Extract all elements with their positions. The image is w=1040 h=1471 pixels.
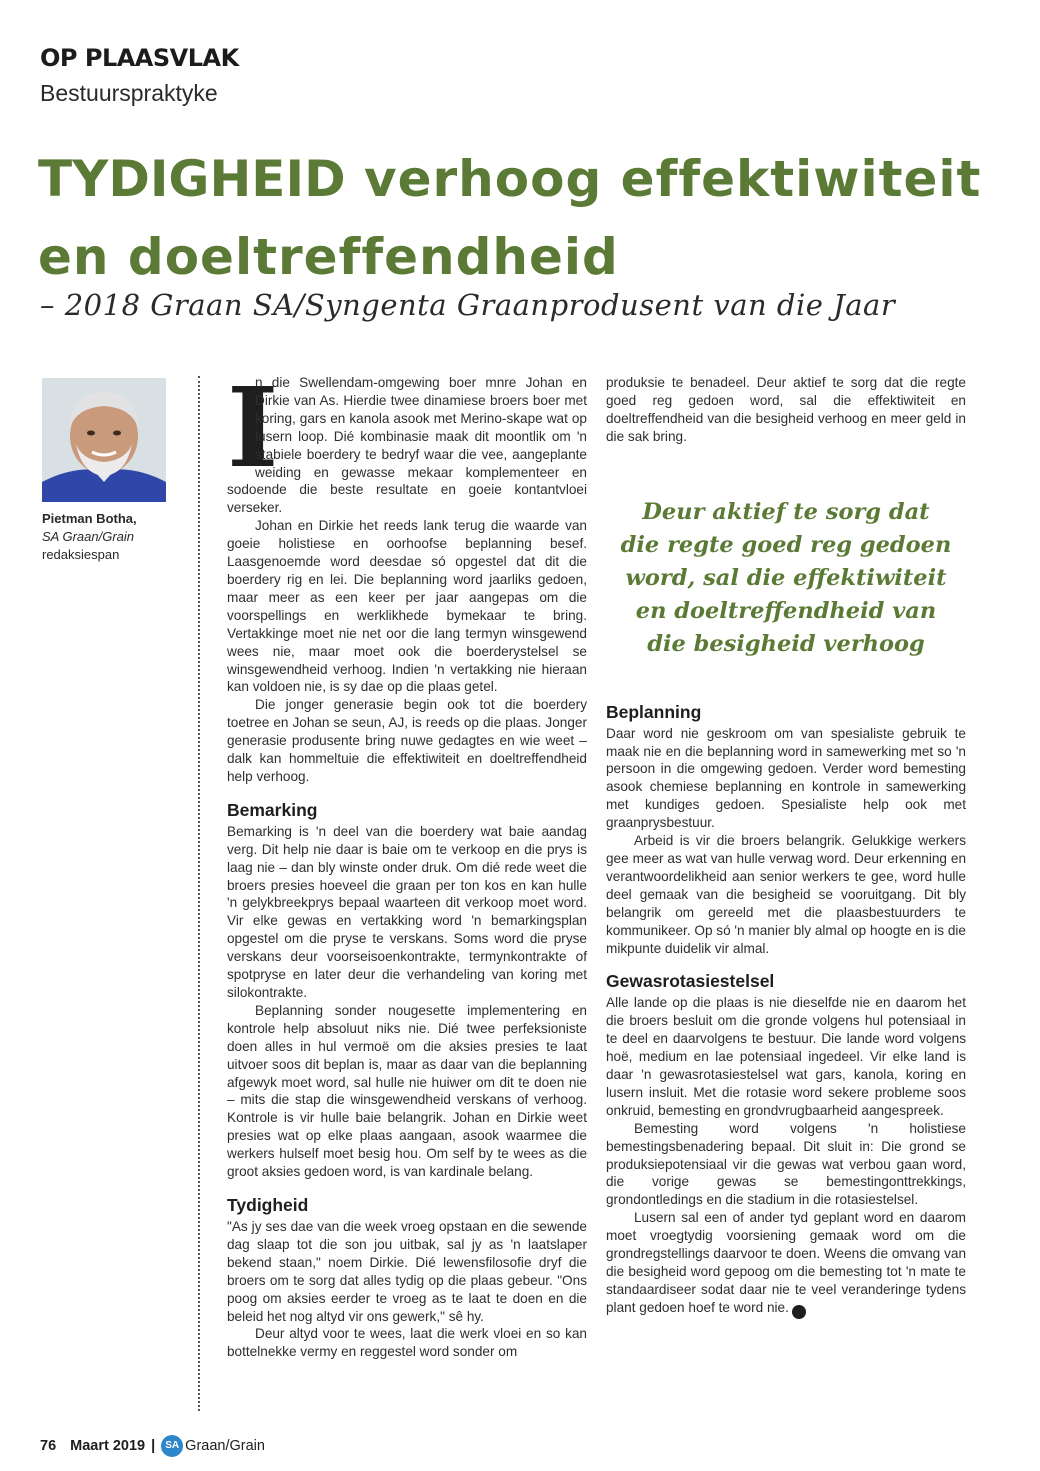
paragraph: Die jonger generasie begin ook tot die boerdery toetree en Johan se seun, AJ, is reeds op die plaas. Jonger generasie produsente bring nuwe gedagtes en wie weet – dalk kan hommeltuie die effektiwiteit en doeltreffendheid help verhoog. xyxy=(227,697,587,784)
article-column-2 xyxy=(606,374,966,1319)
heading-gewasrotasiestelsel: Gewasrotasiestelsel xyxy=(606,971,775,992)
subsection-label: Bestuurspraktyke xyxy=(40,80,218,106)
section-label: OP PLAASVLAK xyxy=(40,44,239,72)
paragraph: produksie te benadeel. Deur aktief te sorg dat die regte goed reg gedoen word, sal die effektiwiteit en doeltreffendheid van die besigheid verhoog en meer geld in die sak bring. xyxy=(606,375,966,444)
page-number: 76 xyxy=(40,1438,57,1454)
paragraph: Daar word nie geskroom om van spesialiste gebruik te maak nie en die beplanning word in samewerking met so 'n persoon in die omgewing gedoen. Verder word bemesting asook chemiese beplanning en kontrole in samewerking met kundiges gedoen. Spesialiste help ook met graanprysbestuur. xyxy=(606,725,966,831)
paragraph: Arbeid is vir die broers belangrik. Gelukkige werkers gee meer as wat van hulle verwag word. Deur erkenning en verantwoordelikheid aan senior werkers te gee, word hulle deel gemaak van die besigheid se vooruitgang. Dit bly belangrik om gereeld met die plaasbestuurders te kommunikeer. Op só 'n manier bly almal op hoogte en is die mikpunte duidelik vir almal. xyxy=(606,833,966,956)
column-divider xyxy=(198,376,200,1411)
paragraph: "As jy ses dae van die week vroeg opstaan en die sewende dag slaap tot die son jou uitbak, sal jy as 'n laatslaper bekend staan," noem Dirkie. Dié lewensfilosofie dryf die broers om te sorg dat alles tydig op die plaas gebeur. "Ons poog om aksies eerder te vroeg as te laat te doen en die beleid het nog altyd vir ons gewerk," sê hy. xyxy=(227,1218,587,1324)
sa-logo-icon: SA xyxy=(161,1435,183,1457)
author-photo xyxy=(42,378,166,502)
title-keyword: TYDIGHEID xyxy=(38,150,346,208)
article-title xyxy=(38,140,1018,296)
publication-name: Graan/Grain xyxy=(185,1438,265,1454)
page-footer xyxy=(40,1435,265,1457)
author-role: redaksiespan xyxy=(42,547,120,562)
article-column-1 xyxy=(227,363,587,1361)
paragraph: Bemesting word volgens 'n holistiese bemestingsbenadering bepaal. Dit sluit in: Die grond se produksiepotensiaal vir die gewas wat verbou gaan word, die vorige gewas se bemestingonttrekkings, grondontledings en die stadium in die rotasiestelsel. xyxy=(606,1120,966,1208)
paragraph: Beplanning sonder nougesette implementering en kontrole help absoluut niks nie. Dié twee perfeksioniste doen alles in hul vermoë om die aksies presies te laat uitvoer soos dit beplan is, maar as daar van die beplanning afgewyk moet word, sal hulle nie huiwer om dit te doen nie – mits die stap die winsgewendheid verskans of verhoog. Kontrole is vir hulle baie belangrik. Johan en Dirkie weet presies wat op elke plaas aangaan, asook waarmee die werkers hulself moet besig hou. Om self by te wees as die groot aksies gedoen word, is van kardinale belang. xyxy=(227,1002,587,1180)
issue-date: Maart 2019 xyxy=(70,1438,146,1454)
drop-cap: I xyxy=(227,363,279,492)
paragraph: Bemarking is 'n deel van die boerdery wat baie aandag verg. Dit help nie daar is baie om te verkoop en die prys is laag nie – dan bly winste onder druk. Om dié rede weet die broers presies hoeveel die graan per ton kos en kan hulle 'n gelykbreekprys bepaal waarteen dit verkoop moet word. Vir elke gewas en vertakking word 'n bemarkingsplan opgestel om die pryse te verskans. Soms word die pryse verskans deur voorseisoenkontrakte, termynkontrakte of spotpryse en later deur die verhandeling van koring met silokontrakte. xyxy=(227,823,587,1000)
paragraph: Johan en Dirkie het reeds lank terug die waarde van goeie holistiese en oorhoofse beplanning besef. Laasgenoemde word deesdae só opgestel dat dit die boerdery rig en lei. Die beplanning word jaarliks gedoen, maar meer as een keer per jaar aangepas om die voorspellings en werklikhede bymekaar te bring. Vertakkinge moet nie net oor die lang termyn winsgewend wees nie, maar moet ook die boerderystelsel se winsgewendheid verhoog. Indien 'n vertakking nie hieraan kan voldoen nie, is sy dae op die plaas getel. xyxy=(227,518,587,695)
continue-arrow-icon: ➤ xyxy=(792,1305,806,1319)
heading-tydigheid: Tydigheid xyxy=(227,1194,309,1215)
article-subtitle: – 2018 Graan SA/Syngenta Graanprodusent van die Jaar xyxy=(40,288,896,322)
title-line2: en doeltreffendheid xyxy=(38,228,619,286)
paragraph: Alle lande op die plaas is nie dieselfde nie en daarom het die broers besluit om die gronde volgens hul potensiaal in te deel en daarvolgens te bestuur. Die lande word volgens hoë, medium en lae potensiaal ingedeel. Vir elke land is daar 'n gewasrotasiestelsel wat gars, kanola, koring en lusern insluit. Met die rotasie word sekere probleme soos onkruid, bemesting en grondvrugbaarheid aangespreek. xyxy=(606,995,966,1118)
paragraph-last xyxy=(606,1209,966,1319)
pull-quote: Deur aktief te sorg dat die regte goed reg gedoen word, sal die effektiwiteit en doeltreffendheid van die besigheid verhoog xyxy=(620,498,952,657)
heading-beplanning: Beplanning xyxy=(606,701,702,722)
footer-separator: | xyxy=(151,1438,156,1454)
author-info xyxy=(42,510,137,564)
author-org: SA Graan/Grain xyxy=(42,529,135,544)
heading-bemarking: Bemarking xyxy=(227,799,318,820)
title-line1-rest: verhoog effektiwiteit xyxy=(364,150,982,208)
paragraph-text: Lusern sal een of ander tyd geplant word en daarom moet vroegtydig voorsiening gemaak word om die grondregstellings daarvoor te doen. Weens die omvang van die besigheid word gepoog om die bemesting tot 'n mate te standaardiseer sodat daar nie te veel veranderinge tydens plant gedoen hoef te word nie. xyxy=(606,1210,966,1315)
author-name: Pietman Botha, xyxy=(42,511,137,526)
paragraph: Deur altyd voor te wees, laat die werk vloei en so kan bottelnekke vermy en reggestel word sonder om xyxy=(227,1326,587,1360)
paragraph: n die Swellendam-omgewing boer mnre Johan en Dirkie van As. Hierdie twee dinamiese broers boer met koring, gars en kanola asook met Merino-skape wat op lusern loop. Dié kombinasie maak dit moontlik om 'n stabiele boerdery te bedryf waar die vee, aangeplante weiding en gewasse mekaar komplementeer en sodoende die beste resultate en goeie kontantvloei verseker. xyxy=(227,375,587,516)
